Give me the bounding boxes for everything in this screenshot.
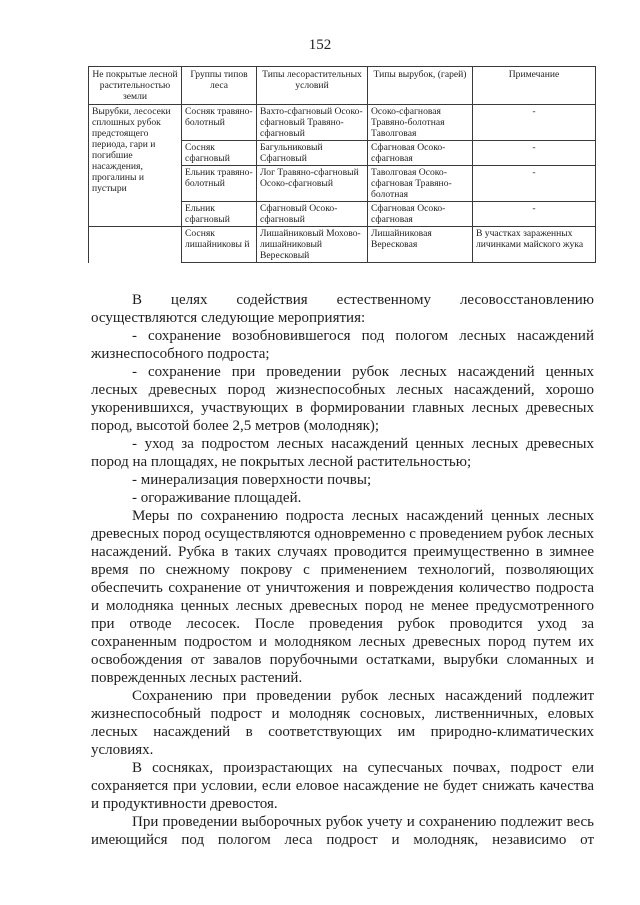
page-number: 152 (308, 37, 332, 53)
body-text (91, 291, 594, 849)
note-cell: - (473, 166, 596, 202)
list-item: - сохранение при проведении рубок лесных насаждений ценных лесных древесных пород жизнеспособных лесных насаждений, хорошо укоренившихся, участвующих в формировании главных лесных древесных пород, высотой более 2,5 метров (молодняк); (91, 364, 594, 434)
paragraph: Сохранению при проведении рубок лесных насаждений подлежит жизнеспособный подрост и молодняк сосновых, лиственничных, еловых лесных насаждений в соответствующих им природно-климатических условиях. (91, 688, 594, 758)
header-forest-group: Группы типов леса (182, 67, 257, 105)
note-cell: - (473, 202, 596, 227)
header-land-type: Не покрытые лесной растительностью земли (89, 67, 182, 105)
list-item: - уход за подростом лесных насаждений ценных лесных древесных пород на площадях, не покрытых лесной растительностью; (91, 436, 594, 470)
list-item: - минерализация поверхности почвы; (132, 472, 372, 488)
paragraph: При проведении выборочных рубок учету и сохранению подлежит весь имеющийся под пологом леса подрост и молодняк, независимо от (91, 814, 594, 848)
clearing-cell: Осоко-сфагновая Травяно-болотная Таволговая (368, 105, 473, 141)
header-note: Примечание (473, 67, 596, 105)
forest-group-cell: Сосняк лишайниковы й (182, 227, 257, 263)
paragraph: В сосняках, произрастающих на супесчаных почвах, подрост ели сохраняется при условии, если еловое насаждение не будет снижать качества и продуктивности древостоя. (91, 760, 594, 812)
forest-group-cell: Сосняк сфагновый (182, 141, 257, 166)
note-cell: В участках зараженных личинками майского жука (473, 227, 596, 263)
list-item: - огораживание площадей. (132, 490, 302, 506)
forest-group-cell: Сосняк травяно-болотный (182, 105, 257, 141)
clearing-cell: Лишайниковая Вересковая (368, 227, 473, 263)
table-row (89, 105, 596, 141)
clearing-cell: Сфагновая Осоко-сфагновая (368, 202, 473, 227)
conditions-cell: Вахто-сфагновый Осоко-сфагновый Травяно-сфагновый (257, 105, 368, 141)
clearing-cell: Сфагновая Осоко-сфагновая (368, 141, 473, 166)
list-item: - сохранение возобновившегося под пологом лесных насаждений жизнеспособного подроста; (91, 328, 594, 362)
table-header-row (89, 67, 596, 105)
paragraph: Меры по сохранению подроста лесных насаждений ценных лесных древесных пород осуществляются одновременно с проведением рубок лесных насаждений. Рубка в таких случаях проводится преимущественно в зимнее время по снежному покрову с применением технологий, позволяющих обеспечить сохранение от уничтожения и повреждения количество подроста и молодняка ценных лесных древесных пород не менее предусмотренного при отводе лесосек. После проведения рубок проводится уход за сохраненным подростом и молодняком лесных древесных пород путем их освобождения от завалов порубочными остатками, вырубки сломанных и поврежденных лесных растений. (91, 508, 594, 686)
conditions-cell: Лог Травяно-сфагновый Осоко-сфагновый (257, 166, 368, 202)
paragraph: осуществляются следующие мероприятия: (91, 310, 366, 326)
table-row (89, 227, 596, 263)
forest-group-cell: Ельник сфагновый (182, 202, 257, 227)
header-clearing-type: Типы вырубок, (гарей) (368, 67, 473, 105)
header-conditions: Типы лесорастительных условий (257, 67, 368, 105)
note-cell: - (473, 105, 596, 141)
paragraph: В целях содействия естественному лесовосстановлению (132, 292, 594, 308)
conditions-cell: Багульниковый Сфагновый (257, 141, 368, 166)
clearing-cell: Таволговая Осоко-сфагновая Травяно-болотная (368, 166, 473, 202)
conditions-cell: Сфагновый Осоко-сфагновый (257, 202, 368, 227)
forest-group-cell: Ельник травяно-болотный (182, 166, 257, 202)
forest-types-table (88, 66, 596, 263)
note-cell: - (473, 141, 596, 166)
land-type-cell: Вырубки, лесосеки сплошных рубок предстоящего периода, гари и погибшие насаждения, прогалины и пустыри (89, 105, 182, 227)
conditions-cell: Лишайниковый Мохово-лишайниковый Вересковый (257, 227, 368, 263)
empty-cell (89, 227, 182, 263)
